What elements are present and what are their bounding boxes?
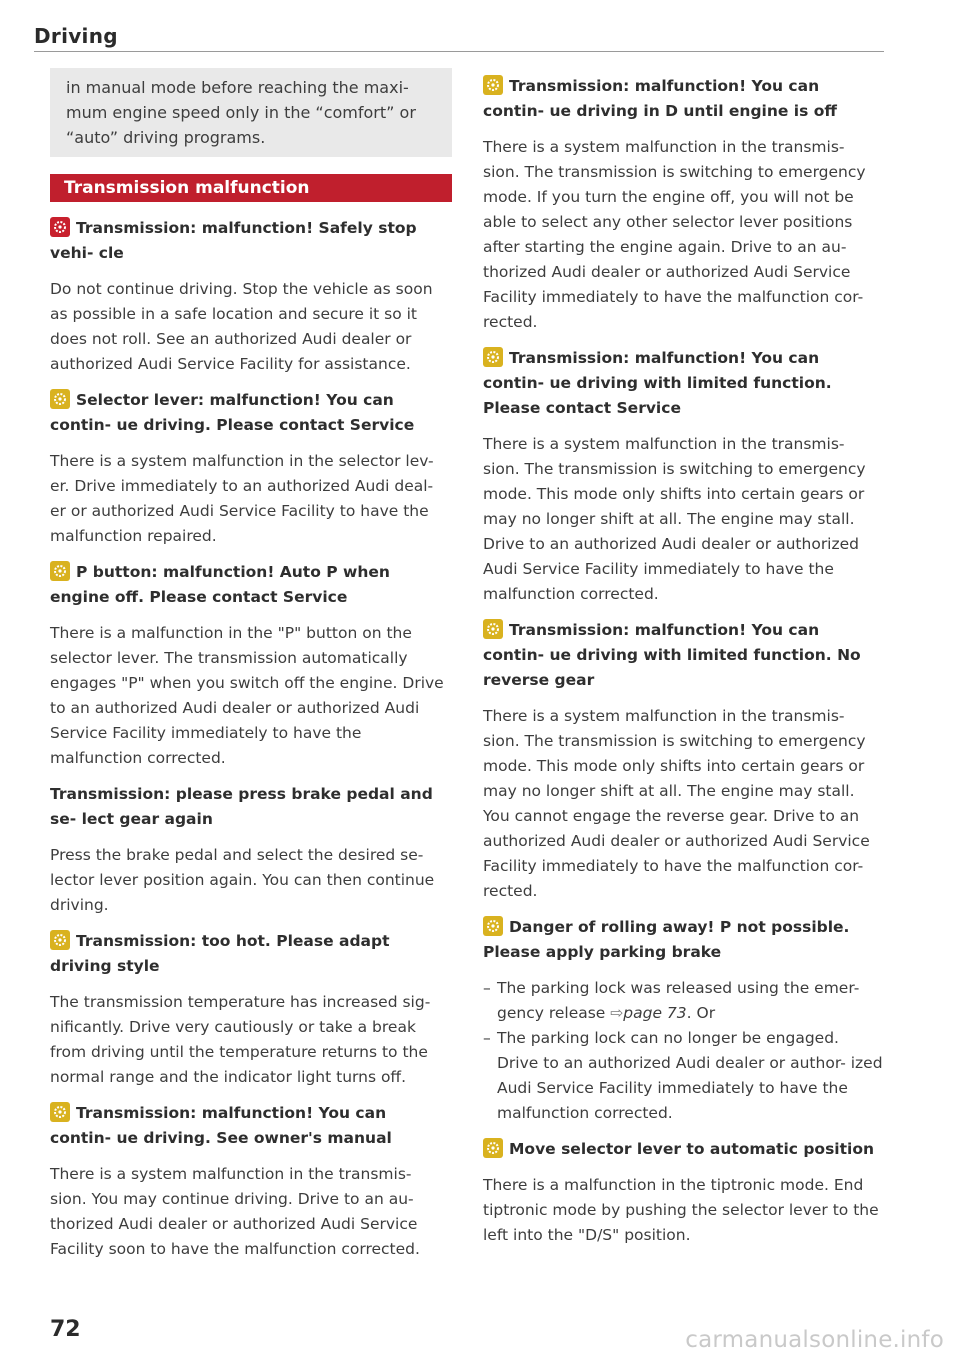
- message-body: There is a system malfunction in the transmis- sion. The transmission is switching to emergency mode. This mode only shifts into certain gears or may no longer shift at all. The engine may stall. Drive to an authorized Audi dealer or authorized Audi Service Facility immediately to have the malfunction corrected.: [483, 435, 866, 603]
- message-heading-text: Move selector lever to automatic position: [509, 1140, 875, 1158]
- message-body: There is a malfunction in the "P" button on the selector lever. The transmission automatically engages "P" when you switch off the engine. Drive to an authorized Audi dealer or authorized Audi Service Facility immediately to have the malfunction corrected.: [50, 624, 444, 767]
- note-box: in manual mode before reaching the maxi- mum engine speed only in the “comfort” or “auto” driving programs.: [50, 68, 452, 157]
- message-body: There is a system malfunction in the transmis- sion. You may continue driving. Drive to an au- thorized Audi dealer or authorized Audi Service Facility soon to have the malfunction corrected.: [50, 1165, 420, 1258]
- message-body: Do not continue driving. Stop the vehicle as soon as possible in a safe location and secure it so it does not roll. See an authorized Audi dealer or authorized Audi Service Facility for assistance.: [50, 280, 433, 373]
- message-heading: [483, 915, 885, 965]
- message-body: There is a system malfunction in the transmis- sion. The transmission is switching to emergency mode. If you turn the engine off, you will not be able to select any other selector lever positions after starting the engine again. Drive to an au- thorized Audi dealer or authorized Audi Service Facility immediately to have the malfunction cor- rected.: [483, 138, 866, 331]
- message-heading-text: Transmission: too hot. Please adapt driving style: [50, 932, 390, 975]
- page-header-title: Driving: [34, 24, 118, 48]
- cross-reference-arrow-icon: ⇨: [610, 1004, 624, 1022]
- right-column: [483, 74, 885, 1259]
- message-heading-text: Transmission: malfunction! You can contin- ue driving. See owner's manual: [50, 1104, 392, 1147]
- transmission-warning-icon: [50, 930, 70, 950]
- transmission-warning-icon: [483, 347, 503, 367]
- message-heading: [483, 618, 885, 693]
- transmission-warning-icon: [50, 561, 70, 581]
- message-heading-text: Selector lever: malfunction! You can contin- ue driving. Please contact Service: [50, 391, 415, 434]
- transmission-warning-icon: [483, 916, 503, 936]
- list-item-text: The parking lock can no longer be engaged. Drive to an authorized Audi dealer or author- ized Audi Service Facility immediately to have the malfunction corrected.: [497, 1029, 883, 1122]
- message-body: The transmission temperature has increased sig- nificantly. Drive very cautiously or take a break from driving until the temperature returns to the normal range and the indicator light turns off.: [50, 993, 431, 1086]
- page-number: 72: [50, 1317, 81, 1342]
- message-heading: Transmission: please press brake pedal and se- lect gear again: [50, 785, 433, 828]
- list-item: [483, 976, 885, 1026]
- message-heading: [50, 216, 452, 266]
- message-heading: [483, 1137, 885, 1162]
- message-body: There is a system malfunction in the transmis- sion. The transmission is switching to emergency mode. This mode only shifts into certain gears or may no longer shift at all. The engine may stall. You cannot engage the reverse gear. Drive to an authorized Audi dealer or authorized Audi Service Facility immediately to have the malfunction cor- rected.: [483, 707, 870, 900]
- header-divider: [34, 51, 884, 52]
- message-body: There is a malfunction in the tiptronic mode. End tiptronic mode by pushing the selector lever to the left into the "D/S" position.: [483, 1176, 879, 1244]
- list-item-suffix: . Or: [686, 1004, 716, 1022]
- message-heading-text: Transmission: malfunction! Safely stop vehi- cle: [50, 219, 417, 262]
- message-heading-text: Transmission: malfunction! You can contin- ue driving with limited function. Please contact Service: [483, 349, 832, 417]
- transmission-warning-icon: [483, 1138, 503, 1158]
- message-body: There is a system malfunction in the selector lev- er. Drive immediately to an authorized Audi deal- er or authorized Audi Service Facility to have the malfunction repaired.: [50, 452, 434, 545]
- section-banner: Transmission malfunction: [50, 174, 452, 202]
- transmission-warning-icon: [483, 619, 503, 639]
- message-heading: [483, 74, 885, 124]
- message-heading: [50, 929, 452, 979]
- message-heading-text: Transmission: malfunction! You can contin- ue driving with limited function. No reverse gear: [483, 621, 861, 689]
- left-column: [50, 68, 452, 1273]
- message-body: Press the brake pedal and select the desired se- lector lever position again. You can then continue driving.: [50, 846, 435, 914]
- list-item-text: The parking lock was released using the emer- gency release: [497, 979, 860, 1022]
- bullet-dash: –: [483, 979, 491, 997]
- page-reference-link[interactable]: page 73: [623, 1004, 687, 1022]
- message-heading: [50, 388, 452, 438]
- message-heading-text: Transmission: malfunction! You can contin- ue driving in D until engine is off: [483, 77, 837, 120]
- message-heading: [50, 560, 452, 610]
- message-heading-text: P button: malfunction! Auto P when engine off. Please contact Service: [50, 563, 390, 606]
- list-item: [483, 1026, 885, 1126]
- message-heading: [50, 1101, 452, 1151]
- watermark: carmanualsonline.info: [685, 1327, 944, 1353]
- bullet-list: [483, 976, 885, 1126]
- message-heading-text: Danger of rolling away! P not possible. Please apply parking brake: [483, 918, 850, 961]
- transmission-warning-icon: [50, 389, 70, 409]
- message-heading: [483, 346, 885, 421]
- transmission-warning-icon: [483, 75, 503, 95]
- transmission-warning-icon: [50, 217, 70, 237]
- transmission-warning-icon: [50, 1102, 70, 1122]
- bullet-dash: –: [483, 1029, 491, 1047]
